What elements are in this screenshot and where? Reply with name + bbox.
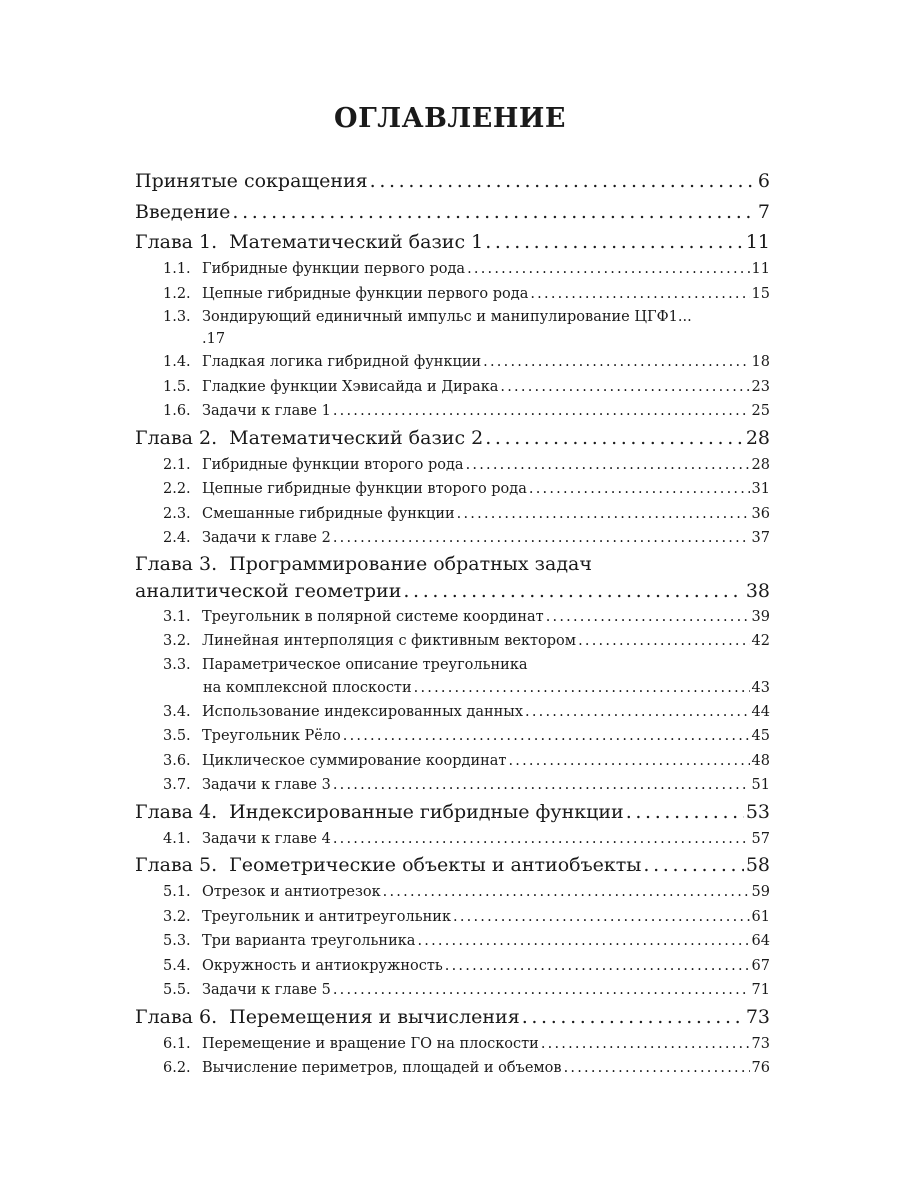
dot-leader <box>333 773 750 798</box>
toc-chapter-number: Глава 4. <box>135 800 218 823</box>
toc-chapter-number: Глава 2. <box>135 426 218 449</box>
toc-entry-page: 7 <box>757 201 770 223</box>
toc-chapter-title <box>135 798 624 827</box>
dot-leader <box>370 166 756 197</box>
toc-section-title: Гладкие функции Хэвисайда и Дирака <box>202 378 499 395</box>
dot-leader <box>333 526 750 551</box>
dot-leader <box>529 477 750 502</box>
toc-chapter-2[interactable] <box>135 424 770 453</box>
toc-section-page: 64 <box>751 933 770 949</box>
toc-section[interactable] <box>135 880 770 905</box>
toc-section-number: 5.5. <box>163 982 191 998</box>
dot-leader <box>333 978 750 1003</box>
dot-leader <box>530 282 749 307</box>
dot-leader <box>522 1003 744 1032</box>
toc-section[interactable] <box>135 700 770 725</box>
toc-section-page: 67 <box>751 957 770 974</box>
toc-chapter-page: 53 <box>745 800 770 823</box>
toc-section[interactable] <box>135 477 770 502</box>
toc-section[interactable] <box>135 954 770 979</box>
toc-section-page: 59 <box>751 884 770 900</box>
toc-section-number: 3.3. <box>163 656 191 673</box>
toc-section-number: 3.2. <box>163 908 191 925</box>
toc-section[interactable] <box>135 526 770 551</box>
toc-section-title: Треугольник Рёло <box>202 728 341 744</box>
toc-chapter-title <box>135 228 483 257</box>
dot-leader <box>445 954 750 979</box>
toc-section-title: на комплексной плоскости <box>203 679 412 696</box>
toc-section-title: Гибридные функции первого рода <box>202 261 466 277</box>
dot-leader <box>417 929 749 954</box>
toc-section-title: Три варианта треугольника <box>202 933 416 949</box>
dot-leader <box>466 453 750 478</box>
toc-section-number: 1.1. <box>163 261 191 277</box>
toc-section-page: 39 <box>751 608 770 625</box>
toc-section[interactable] <box>135 350 770 375</box>
dot-leader <box>485 228 744 257</box>
toc-section-title: Перемещение и вращение ГО на плоскости <box>202 1035 539 1052</box>
toc-section-number: 5.3. <box>163 933 191 949</box>
toc-chapter-title <box>135 851 641 880</box>
toc-section-number: 2.3. <box>163 505 191 522</box>
table-of-contents <box>135 166 770 1081</box>
dot-leader <box>578 629 749 654</box>
dot-leader <box>457 502 750 527</box>
toc-section[interactable] <box>135 629 770 654</box>
toc-chapter-page: 38 <box>745 579 770 602</box>
toc-entry-page: 6 <box>757 170 770 192</box>
dot-leader <box>508 749 749 774</box>
toc-chapter-name: Математический базис 1 <box>229 231 484 253</box>
toc-entry-abbreviations[interactable] <box>135 166 770 197</box>
toc-section-title: Параметрическое описание треугольника <box>202 656 528 673</box>
toc-entry-title: Введение <box>135 201 231 223</box>
toc-section-title: Цепные гибридные функции второго рода <box>202 481 527 497</box>
toc-section-page: 11 <box>751 261 770 277</box>
toc-section-title: Треугольник и антитреугольник <box>202 908 452 925</box>
dot-leader <box>232 197 755 228</box>
toc-section[interactable] <box>135 282 770 307</box>
dot-leader <box>500 375 749 400</box>
toc-section-title: Треугольник в полярной системе координат <box>202 608 544 625</box>
toc-chapter-name: Индексированные гибридные функции <box>229 800 624 823</box>
toc-section-title: Зондирующий единичный импульс и манипулирование ЦГФ1... <box>202 309 692 325</box>
toc-section[interactable] <box>135 929 770 954</box>
toc-section-page: 31 <box>751 481 770 497</box>
toc-section-number: 1.2. <box>163 285 191 302</box>
toc-entry-title: Принятые сокращения <box>135 170 368 192</box>
toc-section-title: Цепные гибридные функции первого рода <box>202 285 529 302</box>
toc-section-title: Вычисление периметров, площадей и объемов <box>202 1060 562 1076</box>
toc-section-title: Задачи к главе 2 <box>202 530 331 546</box>
toc-chapter-title <box>135 1003 520 1032</box>
toc-chapter-name: Перемещения и вычисления <box>229 1005 520 1028</box>
toc-section-number: 4.1. <box>163 830 191 847</box>
dot-leader <box>414 677 750 700</box>
toc-section-page: 43 <box>751 679 770 696</box>
toc-section[interactable] <box>135 1056 770 1081</box>
toc-section-number: 2.4. <box>163 530 191 546</box>
toc-section[interactable] <box>135 605 770 630</box>
toc-section-page: 28 <box>751 456 770 473</box>
dot-leader <box>643 851 743 880</box>
toc-chapter-page: 28 <box>745 426 770 449</box>
toc-section[interactable] <box>135 724 770 749</box>
toc-section-continuation[interactable] <box>135 677 770 700</box>
toc-section-number: 6.2. <box>163 1060 191 1076</box>
toc-section-page: .17 <box>202 331 226 347</box>
toc-section-page: 18 <box>751 354 770 370</box>
toc-section-page: 51 <box>751 777 770 793</box>
dot-leader <box>333 827 750 852</box>
toc-chapter-3[interactable] <box>135 551 770 578</box>
toc-section-page: 36 <box>751 505 770 522</box>
toc-chapter-number: Глава 3. <box>135 552 218 575</box>
toc-section-number: 2.2. <box>163 481 191 497</box>
toc-section-title: Гладкая логика гибридной функции <box>202 354 482 370</box>
toc-section-number: 6.1. <box>163 1035 191 1052</box>
toc-section-page: 37 <box>751 530 770 546</box>
toc-section-number: 3.6. <box>163 752 191 769</box>
toc-chapter-page: 73 <box>745 1005 770 1028</box>
toc-section-title: Задачи к главе 5 <box>202 982 331 998</box>
toc-section-number: 3.5. <box>163 728 191 744</box>
dot-leader <box>383 880 750 905</box>
page-title: ОГЛАВЛЕНИЕ <box>334 103 566 134</box>
dot-leader <box>343 724 750 749</box>
toc-section-page: 48 <box>751 752 770 769</box>
toc-section[interactable] <box>135 306 770 329</box>
toc-section[interactable] <box>135 453 770 478</box>
toc-chapter-number: Глава 1. <box>135 231 218 253</box>
toc-section-title: Гибридные функции второго рода <box>202 456 464 473</box>
dot-leader <box>403 578 743 605</box>
toc-chapter-name: Геометрические объекты и антиобъекты <box>229 854 642 876</box>
toc-chapter-title <box>135 424 483 453</box>
toc-section-title: Смешанные гибридные функции <box>202 505 455 522</box>
dot-leader <box>467 257 749 282</box>
toc-section-title: Отрезок и антиотрезок <box>202 884 381 900</box>
dot-leader <box>541 1032 750 1057</box>
toc-section-number: 5.4. <box>163 957 191 974</box>
toc-section-title: Циклическое суммирование координат <box>202 752 507 769</box>
toc-section-page: 76 <box>751 1060 770 1076</box>
toc-section[interactable] <box>135 905 770 930</box>
dot-leader <box>546 605 750 630</box>
toc-section-title: Задачи к главе 1 <box>202 403 331 419</box>
toc-section-number: 3.7. <box>163 777 191 793</box>
toc-section[interactable] <box>135 502 770 527</box>
toc-section[interactable] <box>135 654 770 677</box>
toc-section-page: 42 <box>751 633 770 649</box>
dot-leader <box>483 350 749 375</box>
toc-section[interactable] <box>135 827 770 852</box>
toc-section-number: 3.4. <box>163 703 191 720</box>
toc-section-number: 3.2. <box>163 633 191 649</box>
toc-section-number: 2.1. <box>163 456 191 473</box>
toc-section-title: Задачи к главе 4 <box>202 830 331 847</box>
toc-chapter-3-continuation[interactable] <box>135 578 770 605</box>
toc-section[interactable] <box>135 773 770 798</box>
toc-chapter-number: Глава 6. <box>135 1005 218 1028</box>
toc-section-number: 1.4. <box>163 354 191 370</box>
toc-chapter-name: аналитической геометрии <box>135 579 402 602</box>
toc-section-title: Использование индексированных данных <box>202 703 524 720</box>
toc-chapter-name: Программирование обратных задач <box>229 552 592 575</box>
toc-section-number: 1.3. <box>163 309 191 325</box>
toc-section[interactable] <box>135 749 770 774</box>
toc-chapter-page: 58 <box>745 854 770 876</box>
toc-section-title: Линейная интерполяция с фиктивным вектором <box>202 633 577 649</box>
toc-section-page: 71 <box>751 982 770 998</box>
toc-section-continuation <box>135 329 770 350</box>
toc-section[interactable] <box>135 1032 770 1057</box>
toc-section-number: 3.1. <box>163 608 191 625</box>
toc-chapter-5[interactable] <box>135 851 770 880</box>
toc-section-page: 45 <box>751 728 770 744</box>
dot-leader <box>525 700 750 725</box>
dot-leader <box>564 1056 750 1081</box>
toc-section-page: 23 <box>751 378 770 395</box>
toc-section-page: 61 <box>751 908 770 925</box>
toc-section-title: Окружность и антиокружность <box>202 957 443 974</box>
dot-leader <box>626 798 744 827</box>
toc-chapter-page: 11 <box>745 231 770 253</box>
toc-chapter-6[interactable] <box>135 1003 770 1032</box>
toc-entry-introduction[interactable] <box>135 197 770 228</box>
toc-chapter-name: Математический базис 2 <box>229 426 484 449</box>
toc-section-page: 15 <box>751 285 770 302</box>
dot-leader <box>485 424 744 453</box>
toc-section-number: 1.6. <box>163 403 191 419</box>
toc-section[interactable] <box>135 257 770 282</box>
toc-section-page: 73 <box>751 1035 770 1052</box>
toc-section[interactable] <box>135 375 770 400</box>
toc-section-page: 57 <box>751 830 770 847</box>
toc-section-number: 1.5. <box>163 378 191 395</box>
toc-chapter-4[interactable] <box>135 798 770 827</box>
toc-section-page: 25 <box>751 403 770 419</box>
toc-chapter-number: Глава 5. <box>135 854 218 876</box>
toc-section[interactable] <box>135 399 770 424</box>
toc-section[interactable] <box>135 978 770 1003</box>
toc-chapter-1[interactable] <box>135 228 770 257</box>
toc-chapter-title <box>135 551 592 578</box>
dot-leader <box>453 905 750 930</box>
toc-section-number: 5.1. <box>163 884 191 900</box>
dot-leader <box>333 399 750 424</box>
toc-section-title: Задачи к главе 3 <box>202 777 331 793</box>
toc-section-page: 44 <box>751 703 770 720</box>
